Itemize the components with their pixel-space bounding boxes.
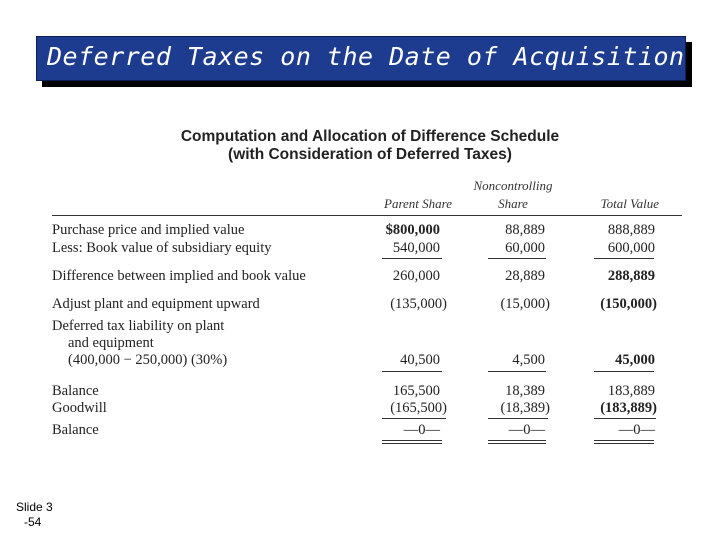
- cell-purchase-nci: 88,889: [505, 222, 545, 238]
- cell-difference-parent: 260,000: [392, 268, 440, 284]
- cell-book-parent: 540,000: [392, 240, 440, 256]
- cell-goodwill-nci: (18,389): [500, 400, 550, 416]
- slide-number-line2: -54: [24, 515, 42, 529]
- row-label-deferred-line3: (400,000 − 250,000) (30%): [68, 352, 228, 368]
- cell-deferred-nci: 4,500: [512, 352, 545, 368]
- underline-book-nci: [488, 258, 546, 259]
- cell-balance1-total: 183,889: [607, 383, 655, 399]
- row-label-book: Less: Book value of subsidiary equity: [52, 240, 272, 256]
- col-header-nci-line2: Share: [498, 196, 528, 211]
- underline-deferred-total: [594, 371, 654, 372]
- row-label-deferred-line2: and equipment: [68, 335, 154, 351]
- cell-balance2-parent: —0—: [403, 422, 440, 438]
- underline-deferred-nci: [488, 371, 546, 372]
- row-label-purchase: Purchase price and implied value: [52, 222, 245, 238]
- col-header-nci-line1: Noncontrolling: [473, 178, 553, 193]
- underline-book-total: [594, 258, 654, 259]
- col-header-parent: Parent Share: [384, 196, 452, 211]
- cell-adjust-parent: (135,000): [390, 296, 447, 312]
- cell-balance2-total: —0—: [618, 422, 655, 438]
- slide-number: [16, 500, 53, 530]
- cell-goodwill-total: (183,889): [600, 400, 657, 416]
- cell-adjust-total: (150,000): [600, 296, 657, 312]
- cell-balance2-nci: —0—: [508, 422, 545, 438]
- double-underline-total: [594, 440, 654, 444]
- underline-deferred-parent: [382, 371, 442, 372]
- cell-difference-nci: 28,889: [505, 268, 545, 284]
- cell-book-total: 600,000: [607, 240, 655, 256]
- underline-book-parent: [382, 258, 442, 259]
- cell-purchase-parent: $800,000: [385, 222, 440, 238]
- table-heading-line1: Computation and Allocation of Difference Schedule: [180, 128, 560, 145]
- cell-deferred-total: 45,000: [615, 352, 655, 368]
- cell-purchase-total: 888,889: [607, 222, 655, 238]
- cell-balance1-nci: 18,389: [505, 383, 545, 399]
- underline-goodwill-total: [594, 418, 656, 419]
- col-header-total: Total Value: [600, 196, 659, 211]
- row-label-adjust: Adjust plant and equipment upward: [52, 296, 260, 312]
- cell-difference-total: 288,889: [607, 268, 655, 284]
- row-label-difference: Difference between implied and book value: [52, 268, 306, 284]
- row-label-goodwill: Goodwill: [52, 400, 107, 416]
- underline-goodwill-nci: [488, 418, 548, 419]
- table-heading-line2: (with Consideration of Deferred Taxes): [228, 146, 512, 163]
- row-label-balance2: Balance: [52, 422, 99, 438]
- cell-book-nci: 60,000: [505, 240, 545, 256]
- double-underline-nci: [488, 440, 546, 444]
- double-underline-parent: [382, 440, 442, 444]
- row-label-deferred-line1: Deferred tax liability on plant: [52, 318, 225, 334]
- cell-adjust-nci: (15,000): [500, 296, 550, 312]
- header-rule: [52, 215, 682, 216]
- slide-number-line1: Slide 3: [16, 500, 53, 514]
- title-bar: [36, 36, 686, 81]
- cell-deferred-parent: 40,500: [400, 352, 440, 368]
- underline-goodwill-parent: [382, 418, 446, 419]
- cell-goodwill-parent: (165,500): [390, 400, 447, 416]
- row-label-balance1: Balance: [52, 383, 99, 399]
- cell-balance1-parent: 165,500: [392, 383, 440, 399]
- slide-title: Deferred Taxes on the Date of Acquisition: [47, 42, 685, 71]
